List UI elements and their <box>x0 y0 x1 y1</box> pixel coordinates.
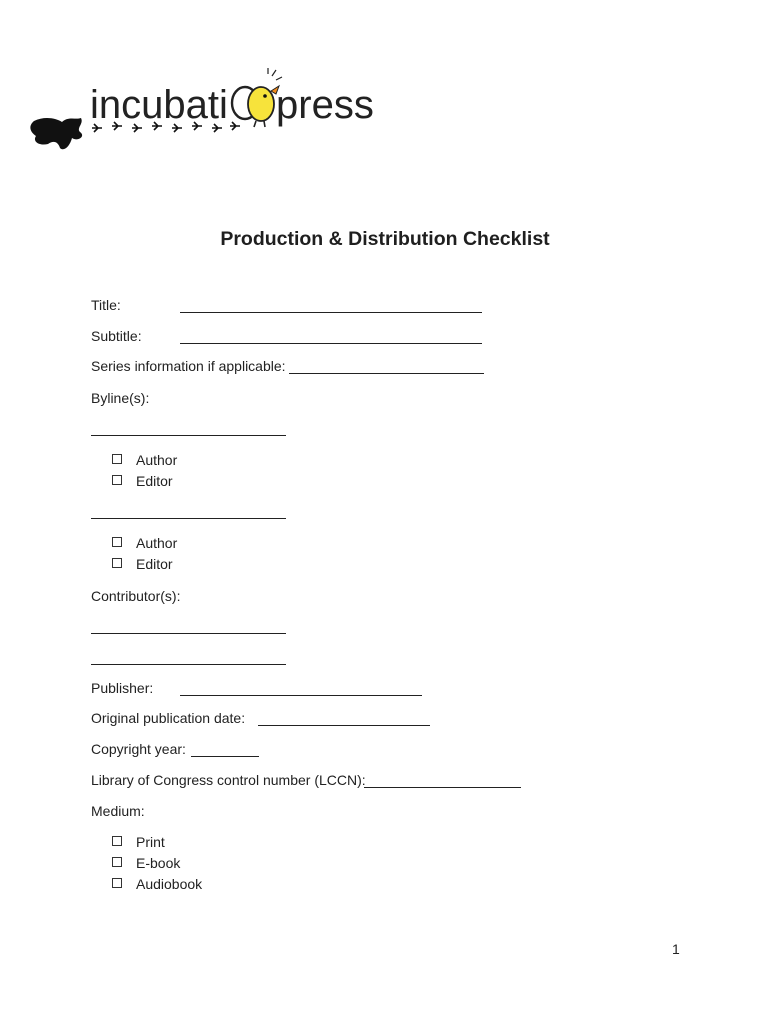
bylines-label: Byline(s): <box>91 390 150 406</box>
checkbox-label: Editor <box>136 473 173 489</box>
subtitle-field[interactable] <box>180 343 482 344</box>
checkbox-label: Author <box>136 452 178 468</box>
checkbox-label: Audiobook <box>136 876 203 892</box>
medium-print-checkbox[interactable] <box>112 834 165 850</box>
checkbox-icon <box>112 878 122 888</box>
checkbox-label: Editor <box>136 556 173 572</box>
svg-text:incubati: incubati <box>90 83 228 127</box>
byline-2-field[interactable] <box>91 518 286 519</box>
copyright-year-field[interactable] <box>191 756 259 757</box>
contributor-2-field[interactable] <box>91 664 286 665</box>
contributor-1-field[interactable] <box>91 633 286 634</box>
original-date-label: Original publication date: <box>91 710 246 726</box>
title-field[interactable] <box>180 312 482 313</box>
checkbox-label: Author <box>136 535 178 551</box>
subtitle-label: Subtitle: <box>91 328 142 344</box>
checkbox-icon <box>112 857 122 867</box>
incubation-press-logo <box>26 66 374 162</box>
svg-text:press: press <box>276 83 374 127</box>
checkbox-icon <box>112 475 122 485</box>
document-title: Production & Distribution Checklist <box>220 228 550 250</box>
medium-label: Medium: <box>91 803 145 819</box>
lccn-label: Library of Congress control number (LCCN): <box>91 772 366 788</box>
checkbox-icon <box>112 537 122 547</box>
series-field[interactable] <box>289 373 484 374</box>
checkbox-label: Print <box>136 834 165 850</box>
series-label: Series information if applicable: <box>91 358 286 374</box>
checkbox-icon <box>112 454 122 464</box>
lccn-field[interactable] <box>364 787 521 788</box>
contributors-label: Contributor(s): <box>91 588 181 604</box>
title-label: Title: <box>91 297 121 313</box>
original-date-field[interactable] <box>258 725 430 726</box>
byline-1-field[interactable] <box>91 435 286 436</box>
byline-2-editor-checkbox[interactable] <box>112 556 173 572</box>
checkbox-label: E-book <box>136 855 181 871</box>
publisher-label: Publisher: <box>91 680 154 696</box>
byline-1-editor-checkbox[interactable] <box>112 473 173 489</box>
page-number: 1 <box>672 941 680 957</box>
logo-graphic <box>26 66 374 162</box>
medium-ebook-checkbox[interactable] <box>112 855 180 871</box>
copyright-year-label: Copyright year: <box>91 741 186 757</box>
checkbox-icon <box>112 558 122 568</box>
medium-audiobook-checkbox[interactable] <box>112 876 202 892</box>
byline-2-author-checkbox[interactable] <box>112 535 177 551</box>
checkbox-icon <box>112 836 122 846</box>
byline-1-author-checkbox[interactable] <box>112 452 177 468</box>
publisher-field[interactable] <box>180 695 422 696</box>
